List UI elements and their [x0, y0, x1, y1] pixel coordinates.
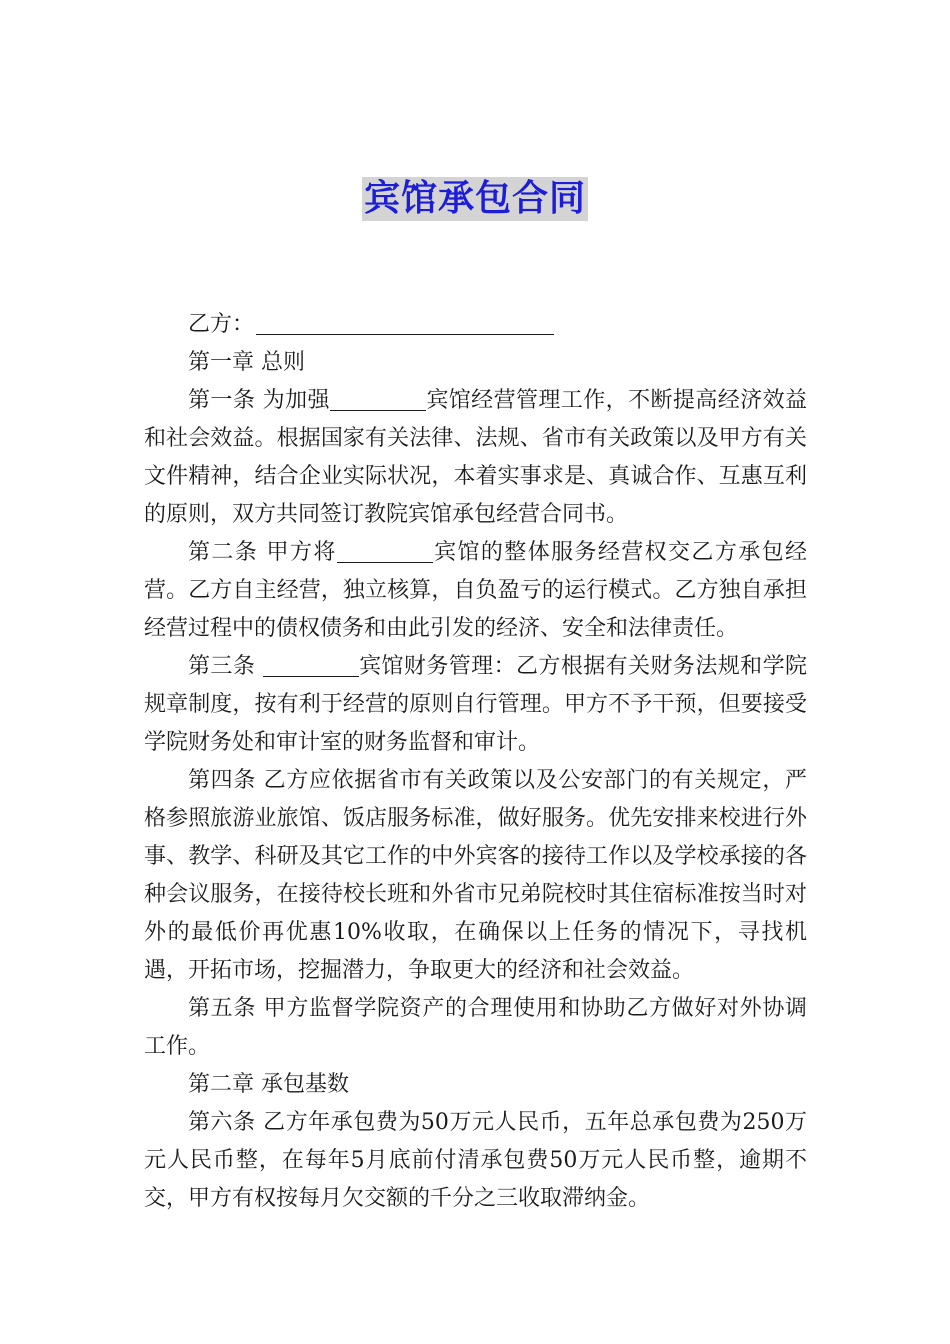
article-2-text: 宾馆的整体服务经营权交乙方承包经营。乙方自主经营，独立核算，自负盈亏的运行模式。乙方独自承担经营过程中的债权债务和由此引发的经济、安全和法律责任。 [144, 540, 807, 641]
chapter-2-heading: 第二章 承包基数 [188, 1072, 349, 1097]
article-3 [144, 648, 807, 762]
article-1-blank [330, 388, 426, 411]
article-2-prefix: 第二条 甲方将 [188, 540, 337, 565]
article-3-text: 宾馆财务管理：乙方根据有关财务法规和学院规章制度，按有利于经营的原则自行管理。甲方不予干预，但要接受学院财务处和审计室的财务监督和审计。 [144, 654, 807, 755]
article-6: 第六条 乙方年承包费为50万元人民币，五年总承包费为250万元人民币整，在每年5月底前付清承包费50万元人民币整，逾期不交，甲方有权按每月欠交额的千分之三收取滞纳金。 [144, 1110, 807, 1211]
article-1-prefix: 第一条 为加强 [188, 388, 330, 413]
article-2-blank [337, 540, 433, 563]
article-3-blank [263, 654, 359, 677]
article-3-prefix: 第三条 [188, 654, 263, 679]
article-1-text: 宾馆经营管理工作，不断提高经济效益和社会效益。根据国家有关法律、法规、省市有关政策以及甲方有关文件精神，结合企业实际状况，本着实事求是、真诚合作、互惠互利的原则，双方共同签订教院宾馆承包经营合同书。 [144, 388, 807, 527]
chapter-1-heading: 第一章 总则 [188, 350, 305, 375]
document-title: 宾馆承包合同 [363, 178, 586, 219]
party-b-blank [256, 312, 554, 335]
article-1 [144, 382, 807, 534]
contract-body [144, 306, 807, 1218]
article-4: 第四条 乙方应依据省市有关政策以及公安部门的有关规定，严格参照旅游业旅馆、饭店服务标准，做好服务。优先安排来校进行外事、教学、科研及其它工作的中外宾客的接待工作以及学校承接的各种会议服务，在接待校长班和外省市兄弟院校时其住宿标准按当时对外的最低价再优惠10%收取，在确保以上任务的情况下，寻找机遇，开拓市场，挖掘潜力，争取更大的经济和社会效益。 [144, 768, 807, 983]
article-2 [144, 534, 807, 648]
party-b-line [144, 306, 807, 344]
party-b-label: 乙方： [188, 312, 255, 337]
article-5: 第五条 甲方监督学院资产的合理使用和协助乙方做好对外协调工作。 [144, 996, 807, 1059]
title-block [0, 177, 950, 221]
